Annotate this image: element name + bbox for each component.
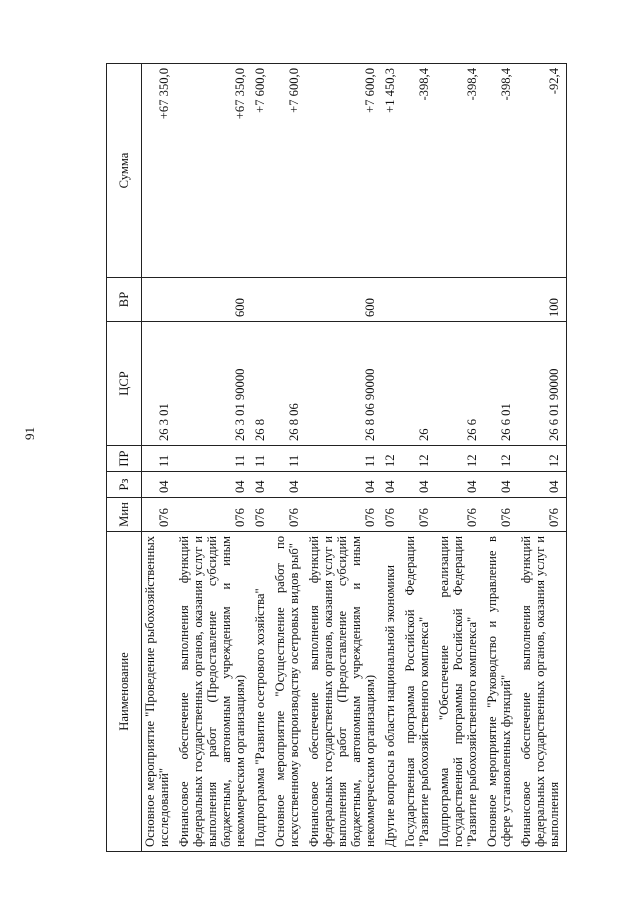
row-sum: -398,4 (402, 64, 436, 278)
row-name: Финансовое обеспечение выполнения функций федеральных государственных органов, оказания услуг и выполнения работ (Предоставление субсидий бюджетным, автономным учреждениям и иным некоммерческим организациям) (176, 532, 252, 852)
row-vr: 600 (176, 278, 252, 322)
row-min: 076 (142, 498, 177, 532)
header-csr: ЦСР (107, 322, 142, 446)
row-vr (402, 278, 436, 322)
header-name: Наименование (107, 532, 142, 852)
row-vr (142, 278, 177, 322)
row-rz: 04 (176, 472, 252, 498)
row-rz: 04 (402, 472, 436, 498)
row-rz: 04 (484, 472, 518, 498)
row-csr: 26 8 (252, 322, 272, 446)
row-vr (436, 278, 484, 322)
row-sum: -398,4 (484, 64, 518, 278)
row-csr: 26 6 01 90000 (518, 322, 567, 446)
budget-table (106, 63, 567, 852)
table-row (518, 64, 567, 852)
table-row (436, 64, 484, 852)
header-rz: Рз (107, 472, 142, 498)
row-vr: 100 (518, 278, 567, 322)
row-name: Основное мероприятие "Осуществление работ по искусственному воспроизводству осетровых видов рыб" (272, 532, 306, 852)
row-csr: 26 8 06 90000 (306, 322, 382, 446)
row-sum: +7 600,0 (272, 64, 306, 278)
table-header-row (107, 64, 142, 852)
row-csr: 26 3 01 90000 (176, 322, 252, 446)
row-csr: 26 8 06 (272, 322, 306, 446)
row-min: 076 (402, 498, 436, 532)
row-vr (272, 278, 306, 322)
header-pr: ПР (107, 446, 142, 472)
row-csr: 26 6 01 (484, 322, 518, 446)
row-pr: 12 (402, 446, 436, 472)
row-name: Другие вопросы в области национальной экономики (382, 532, 402, 852)
header-min: Мин (107, 498, 142, 532)
row-name: Финансовое обеспечение выполнения функций федеральных государственных органов, оказания услуг и выполнения (518, 532, 567, 852)
row-sum: +1 450,3 (382, 64, 402, 278)
row-pr: 12 (382, 446, 402, 472)
row-min: 076 (484, 498, 518, 532)
row-name: Финансовое обеспечение выполнения функций федеральных государственных органов, оказания услуг и выполнения работ (Предоставление субсидий бюджетным, автономным учреждениям и иным некоммерческим организациям) (306, 532, 382, 852)
row-vr (382, 278, 402, 322)
row-sum: +67 350,0 (142, 64, 177, 278)
row-csr: 26 3 01 (142, 322, 177, 446)
table-row (252, 64, 272, 852)
header-vr: ВР (107, 278, 142, 322)
row-rz: 04 (252, 472, 272, 498)
row-min: 076 (382, 498, 402, 532)
table-row (402, 64, 436, 852)
row-rz: 04 (272, 472, 306, 498)
row-min: 076 (272, 498, 306, 532)
row-name: Подпрограмма "Обеспечение реализации государственной программы Российской Федерации "Развитие рыбохозяйственного комплекса" (436, 532, 484, 852)
row-vr: 600 (306, 278, 382, 322)
row-min: 076 (176, 498, 252, 532)
row-pr: 11 (306, 446, 382, 472)
table-row (272, 64, 306, 852)
table-row (142, 64, 177, 852)
row-sum: -92,4 (518, 64, 567, 278)
row-pr: 11 (176, 446, 252, 472)
row-pr: 12 (518, 446, 567, 472)
table-row (176, 64, 252, 852)
row-name: Подпрограмма "Развитие осетрового хозяйства" (252, 532, 272, 852)
row-sum: -398,4 (436, 64, 484, 278)
row-pr: 11 (272, 446, 306, 472)
row-rz: 04 (436, 472, 484, 498)
row-name: Государственная программа Российской Федерации "Развитие рыбохозяйственного комплекса" (402, 532, 436, 852)
row-csr: 26 (402, 322, 436, 446)
row-csr (382, 322, 402, 446)
row-min: 076 (518, 498, 567, 532)
budget-table-container (106, 64, 574, 852)
row-pr: 11 (142, 446, 177, 472)
table-row (306, 64, 382, 852)
row-name: Основное мероприятие "Руководство и управление в сфере установленных функций" (484, 532, 518, 852)
header-sum: Сумма (107, 64, 142, 278)
row-rz: 04 (306, 472, 382, 498)
row-min: 076 (306, 498, 382, 532)
row-sum: +7 600,0 (306, 64, 382, 278)
row-name: Основное мероприятие "Проведение рыбохозяйственных исследований" (142, 532, 177, 852)
row-pr: 11 (252, 446, 272, 472)
row-csr: 26 6 (436, 322, 484, 446)
row-min: 076 (252, 498, 272, 532)
row-pr: 12 (484, 446, 518, 472)
table-row (382, 64, 402, 852)
row-min: 076 (436, 498, 484, 532)
row-rz: 04 (142, 472, 177, 498)
row-rz: 04 (382, 472, 402, 498)
row-vr (252, 278, 272, 322)
row-pr: 12 (436, 446, 484, 472)
row-vr (484, 278, 518, 322)
table-row (484, 64, 518, 852)
row-rz: 04 (518, 472, 567, 498)
row-sum: +7 600,0 (252, 64, 272, 278)
row-sum: +67 350,0 (176, 64, 252, 278)
page-number: 91 (22, 427, 37, 440)
